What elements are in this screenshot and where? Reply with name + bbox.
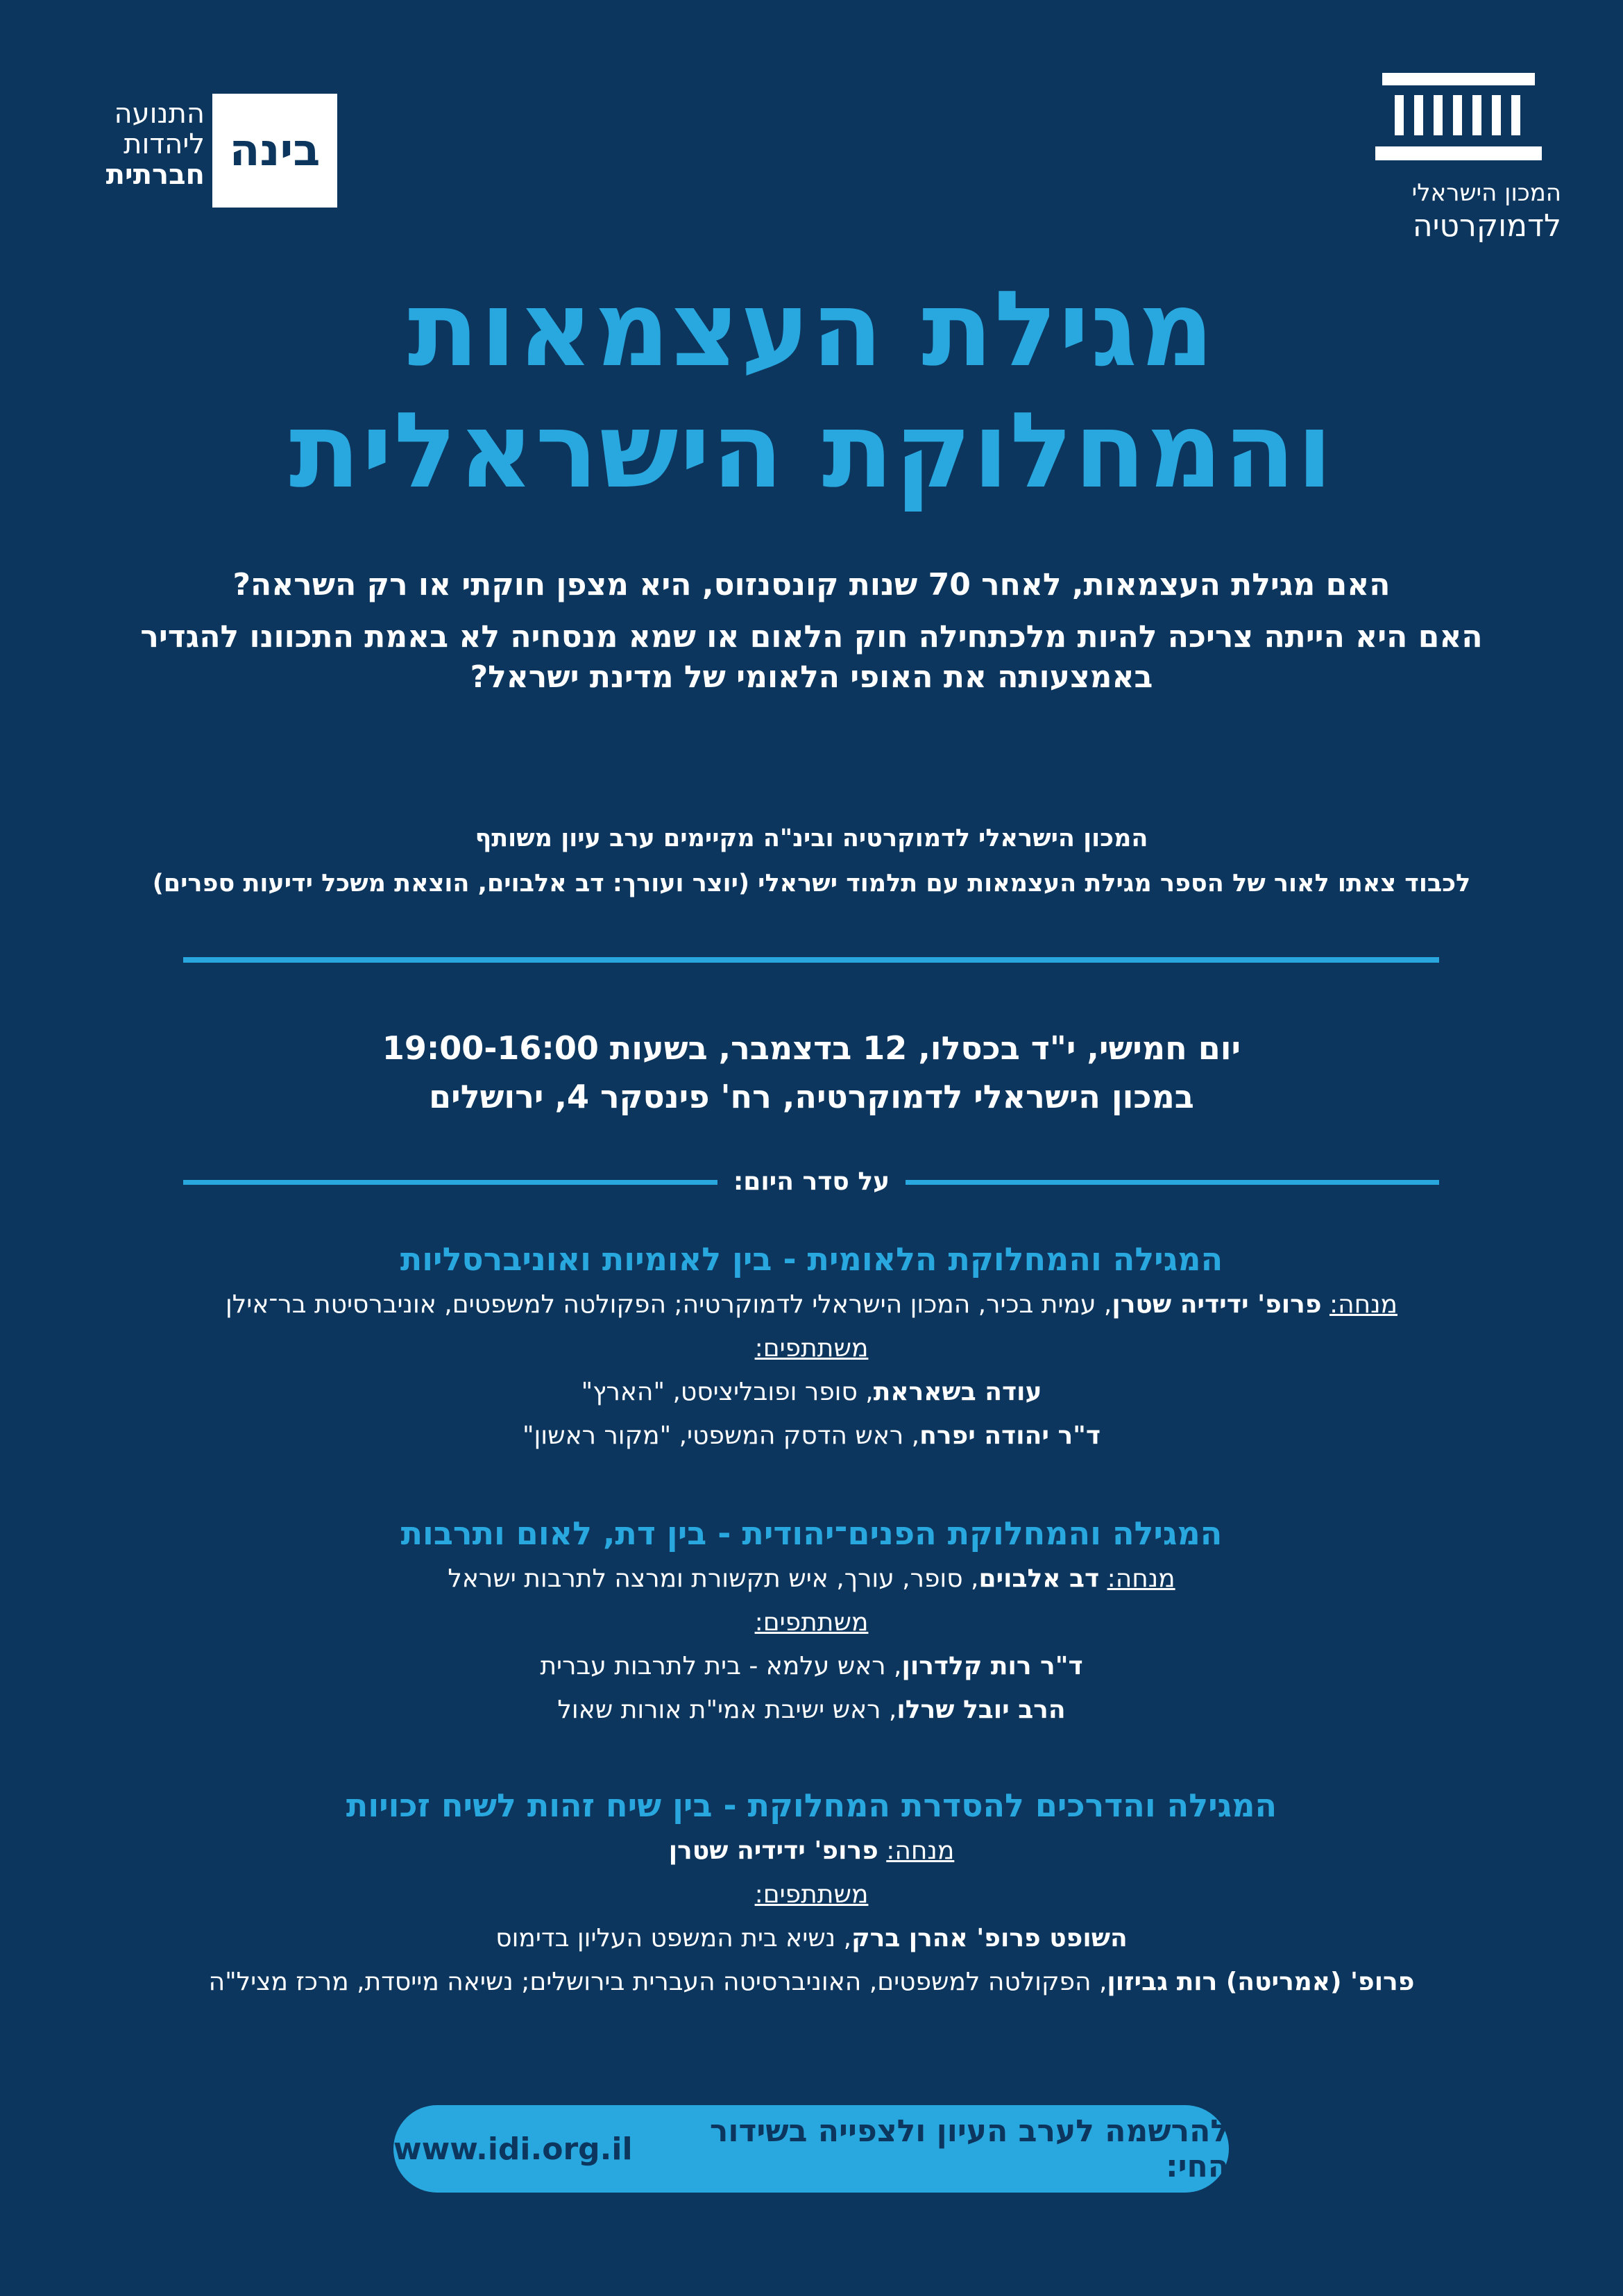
session-2-moderator: [0, 1562, 1623, 1596]
participant: [0, 1693, 1623, 1728]
moderator-label: מנחה:: [886, 1837, 955, 1865]
participant-name: עודה בשאראת: [873, 1378, 1042, 1406]
session-1-participants-label: [0, 1331, 1623, 1366]
session-3-moderator: [0, 1834, 1623, 1868]
participant-name: פרופ' (אמריטה) רות גביזון: [1107, 1968, 1415, 1996]
bina-logo-mark: בינה: [229, 125, 321, 176]
bina-logo-line1: התנועה: [114, 98, 205, 130]
idi-logo-line2: לדמוקרטיה: [1412, 208, 1561, 244]
participant-name: ד"ר רות קלדרון: [901, 1652, 1083, 1680]
participants-label: משתתפים:: [754, 1880, 869, 1909]
participant: [0, 1965, 1623, 2000]
bina-logo-line3: חברתית: [105, 159, 205, 191]
registration-link[interactable]: www.idi.org.il: [393, 2131, 633, 2167]
participant-role: , ראש עלמא - בית לתרבות עברית: [540, 1652, 902, 1680]
session-1-moderator: [0, 1288, 1623, 1322]
moderator-role: , סופר, עורך, איש תקשורת ומרצה לתרבות ישראל: [448, 1564, 979, 1593]
pillars-building-icon: [1375, 73, 1542, 167]
moderator-name: פרופ' ידידיה שטרן: [668, 1837, 878, 1865]
intro-line1: המכון הישראלי לדמוקרטיה ובינ"ה מקיימים ערב עיון משותף: [475, 825, 1148, 852]
participant-role: , נשיא בית המשפט העליון בדימוס: [495, 1924, 852, 1952]
participant-name: ד"ר יהודה יפרח: [919, 1421, 1101, 1450]
participant-role: , סופר ופובליציסט, "הארץ": [581, 1378, 874, 1406]
participant-role: , ראש ישיבת אמי"ת אורות שאול: [557, 1696, 897, 1724]
question-1: האם מגילת העצמאות, לאחר 70 שנות קונסנזוס, היא מצפן חוקתי או רק השראה?: [232, 567, 1391, 602]
session-1-title: המגילה והמחלוקת הלאומית - בין לאומיות ואוניברסליות: [400, 1240, 1223, 1278]
event-location: במכון הישראלי לדמוקרטיה, רח' פינסקר 4, ירושלים: [429, 1078, 1194, 1115]
session-2-participants-label: [0, 1605, 1623, 1640]
event-date-time: יום חמישי, י"ד בכסלו, 12 בדצמבר, בשעות 19:00-16:00: [382, 1029, 1241, 1067]
registration-button[interactable]: [393, 2105, 1229, 2193]
participant: [0, 1419, 1623, 1453]
question-3: באמצעותה את האופי הלאומי של מדינת ישראל?: [470, 659, 1153, 695]
session-3-participants-label: [0, 1877, 1623, 1912]
session-2-title: המגילה והמחלוקת הפנים־יהודית - בין דת, לאום ותרבות: [400, 1514, 1223, 1552]
participants-label: משתתפים:: [754, 1334, 869, 1362]
moderator-label: מנחה:: [1329, 1290, 1397, 1319]
participant-role: , הפקולטה למשפטים, האוניברסיטה העברית בירושלים; נשיאה מייסדת, מרכז מציל"ה: [208, 1968, 1107, 1996]
bina-logo-line2: ליהדות: [124, 128, 205, 160]
bina-logo-box: [212, 94, 337, 208]
bina-logo-text: [69, 99, 205, 190]
main-title-line1: מגילת העצמאות: [407, 269, 1216, 390]
intro-line2: לכבוד צאתו לאור של הספר מגילת העצמאות עם תלמוד ישראלי (יוצר ועורך: דב אלבוים, הוצאת משכל ידיעות ספרים): [152, 870, 1471, 897]
moderator-label: מנחה:: [1107, 1564, 1175, 1593]
session-3-title: המגילה והדרכים להסדרת המחלוקת - בין שיח זהות לשיח זכויות: [346, 1787, 1277, 1824]
main-title-line2: והמחלוקת הישראלית: [289, 391, 1334, 512]
agenda-label: על סדר היום:: [733, 1167, 890, 1196]
moderator-name: פרופ' ידידיה שטרן: [1112, 1290, 1322, 1319]
divider: [183, 957, 1439, 963]
registration-text: להרשמה לערב העיון ולצפייה בשידור החי:: [709, 2113, 1229, 2184]
participants-label: משתתפים:: [754, 1608, 869, 1637]
idi-logo-line1: המכון הישראלי: [1411, 179, 1561, 207]
moderator-name: דב אלבוים: [978, 1564, 1100, 1593]
participant: [0, 1375, 1623, 1410]
moderator-role: , עמית בכיר, המכון הישראלי לדמוקרטיה; הפקולטה למשפטים, אוניברסיטת בר־אילן: [226, 1290, 1112, 1319]
participant-name: הרב יובל שרלו: [897, 1696, 1066, 1724]
participant: [0, 1921, 1623, 1956]
question-2: האם היא הייתה צריכה להיות מלכתחילה חוק הלאום או שמא מנסחיה לא באמת התכוונו להגדיר: [140, 619, 1483, 655]
idi-logo: [1360, 73, 1561, 243]
participant-name: השופט פרופ' אהרן ברק: [851, 1924, 1128, 1952]
participant: [0, 1649, 1623, 1684]
participant-role: , ראש הדסק המשפטי, "מקור ראשון": [522, 1421, 920, 1450]
